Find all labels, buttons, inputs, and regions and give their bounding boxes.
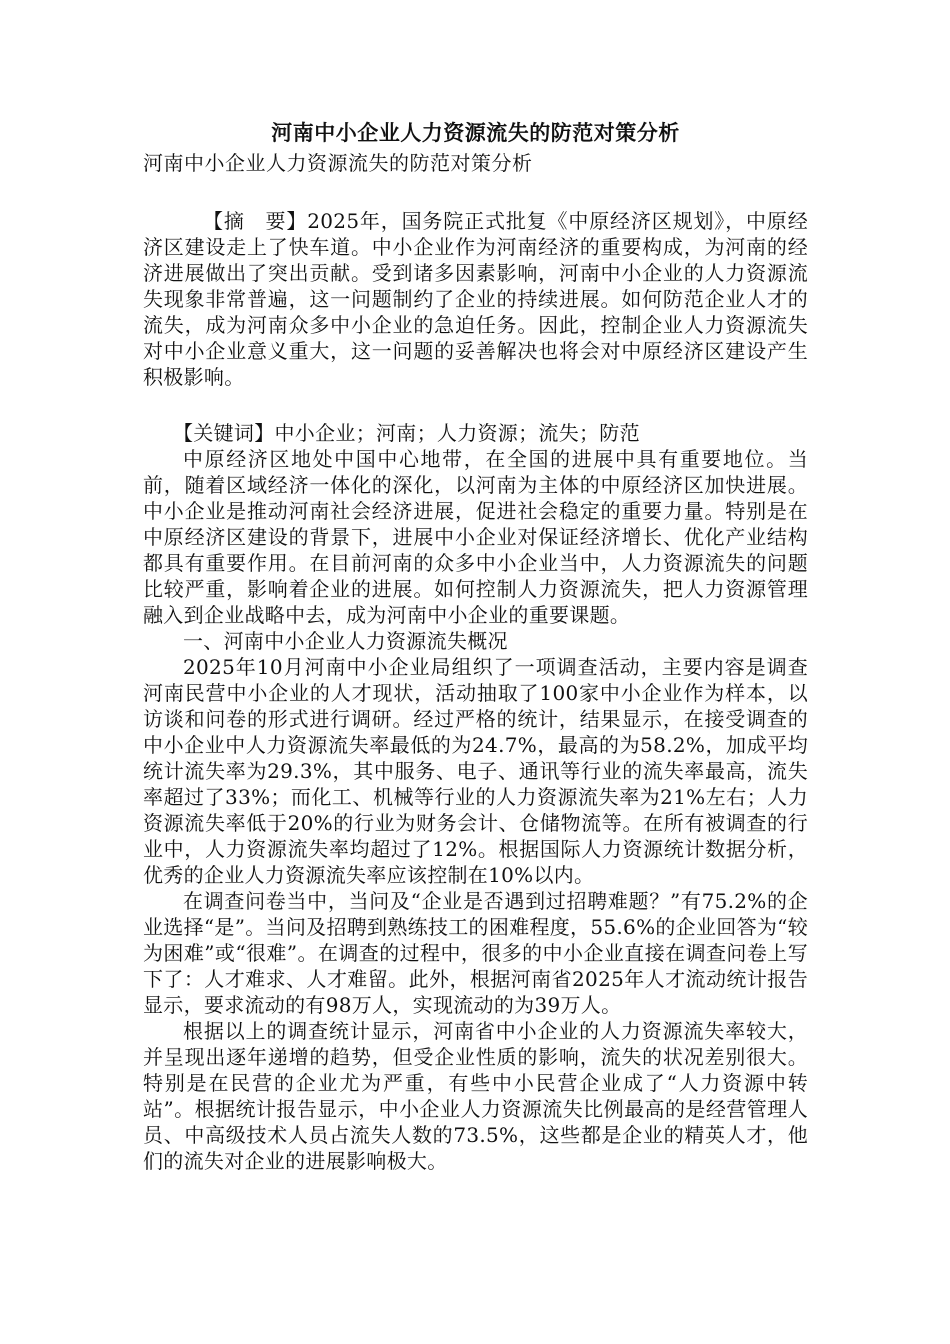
- document-subtitle: 河南中小企业人力资源流失的防范对策分析: [143, 151, 533, 175]
- abstract-paragraph: 【摘 要】2025年，国务院正式批复《中原经济区规划》，中原经济区建设走上了快车道。中小企业作为河南经济的重要构成，为河南的经济进展做出了突出贡献。受到诸多因素影响，河南中小企业的人力资源流失现象非常普遍，这一问题制约了企业的持续进展。如何防范企业人才的流失，成为河南众多中小企业的急迫任务。因此，控制企业人力资源流失对中小企业意义重大，这一问题的妥善解决也将会对中原经济区建设产生积极影响。: [143, 209, 808, 389]
- document-title: 河南中小企业人力资源流失的防范对策分析: [271, 120, 680, 145]
- spacer: [143, 178, 808, 208]
- body-paragraph: 在调查问卷当中，当问及“企业是否遇到过招聘难题？”有75.2%的企业选择“是”。当问及招聘到熟练技工的困难程度，55.6%的企业回答为“较为困难”或“很难”。在调查的过程中，很多的中小企业直接在调查问卷上写下了：人才难求、人才难留。此外，根据河南省2025年人才流动统计报告显示，要求流动的有98万人，实现流动的为39万人。: [143, 889, 809, 1017]
- body-paragraph: 中原经济区地处中国中心地带，在全国的进展中具有重要地位。当前，随着区域经济一体化的深化，以河南为主体的中原经济区加快进展。中小企业是推动河南社会经济进展，促进社会稳定的重要力量。特别是在中原经济区建设的背景下，进展中小企业对保证经济增长、优化产业结构都具有重要作用。在目前河南的众多中小企业当中，人力资源流失的问题比较严重，影响着企业的进展。如何控制人力资源流失，把人力资源管理融入到企业战略中去，成为河南中小企业的重要课题。: [143, 447, 808, 627]
- keywords-line: 【关键词】中小企业；河南；人力资源；流失；防范: [173, 421, 640, 445]
- body-paragraph: 根据以上的调查统计显示，河南省中小企业的人力资源流失率较大，并呈现出逐年递增的趋势，但受企业性质的影响，流失的状况差别很大。特别是在民营的企业尤为严重，有些中小民营企业成了“人力资源中转站”。根据统计报告显示，中小企业人力资源流失比例最高的是经营管理人员、中高级技术人员占流失人数的73.5%，这些都是企业的精英人才，他们的流失对企业的进展影响极大。: [143, 1019, 808, 1173]
- document-page: [143, 118, 808, 1174]
- section-heading: 一、河南中小企业人力资源流失概况: [183, 629, 508, 653]
- spacer: [143, 390, 808, 420]
- body-paragraph: 2025年10月河南中小企业局组织了一项调查活动，主要内容是调查河南民营中小企业的人才现状，活动抽取了100家中小企业作为样本，以访谈和问卷的形式进行调研。经过严格的统计，结果显示，在接受调查的中小企业中人力资源流失率最低的为24.7%，最高的为58.2%，加成平均统计流失率为29.3%，其中服务、电子、通讯等行业的流失率最高，流失率超过了33%；而化工、机械等行业的人力资源流失率为21%左右；人力资源流失率低于20%的行业为财务会计、仓储物流等。在所有被调查的行业中，人力资源流失率均超过了12%。根据国际人力资源统计数据分析，优秀的企业人力资源流失率应该控制在10%以内。: [143, 655, 808, 887]
